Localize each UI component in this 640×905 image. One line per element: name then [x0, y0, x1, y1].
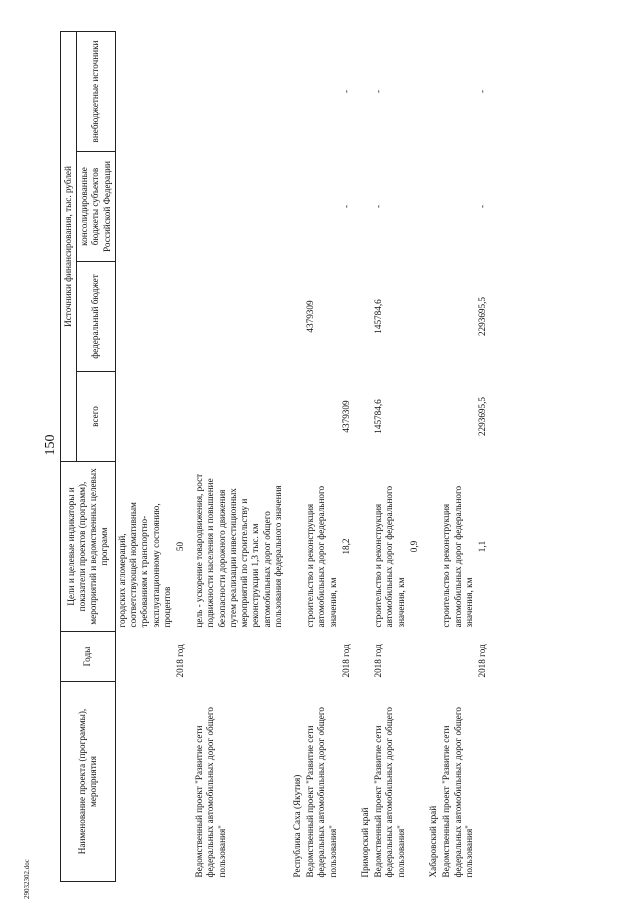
table-row: [115, 31, 174, 881]
header-goals: Цели и целевые индикаторы и показатели проектов (программ), мероприятий и ведомственных целевых программ: [61, 462, 116, 632]
goal-text: городских агломераций, соответствующей нормативным требованиям к транспортно-эксплуатационному состоянию, процентов: [116, 502, 172, 628]
indicator-value: 18,2: [340, 538, 351, 555]
table-row: [340, 31, 353, 881]
header-name: Наименование проекта (программы), мероприятия: [61, 682, 116, 882]
table-row: [476, 31, 489, 881]
indicator-value: 1,1: [477, 540, 487, 553]
federal-cell: 145784,6: [373, 299, 384, 334]
year-cell: 2018 год: [340, 644, 351, 678]
header-regional: консолидированные бюджеты субъектов Российской Федерации: [77, 152, 116, 262]
federal-cell: 4379309: [305, 300, 316, 333]
table-row: [440, 31, 476, 881]
header-sources: Источники финансирования, тыс. рублей: [61, 31, 77, 461]
region-goal: строительство и реконструкция автомобильных дорог федерального значения, км: [441, 485, 474, 628]
extrabudget-cell: -: [340, 89, 351, 94]
project-goal: цель - ускорение товародвижения, рост подвижности населения и повышение безопасности дорожного движения путем реализации инвестиционных мероприятий по строительству и реконструкции 1,3 тыс. км автомобильных дорог общего пользования федерального значения: [194, 473, 283, 628]
table-row: [408, 31, 421, 881]
financing-table: [60, 31, 489, 882]
table-row: [174, 31, 187, 881]
header-total: всего: [77, 372, 116, 462]
project-name: Ведомственный проект "Развитие сети федеральных автомобильных дорог общего пользования": [194, 707, 227, 878]
region-name: Приморский край: [360, 807, 371, 878]
extrabudget-cell: -: [477, 89, 487, 94]
indicator-value: 0,9: [408, 540, 419, 553]
year-cell: 2018 год: [174, 644, 185, 678]
region-name: Республика Саха (Якутия): [291, 774, 302, 878]
regional-cell: -: [373, 204, 384, 209]
year-cell: 2018 год: [373, 644, 384, 678]
page-number: 150: [43, 434, 58, 456]
table-row: [304, 31, 340, 881]
table-row: [427, 31, 440, 881]
extrabudget-cell: -: [373, 89, 384, 94]
table-row: [291, 31, 304, 881]
header-years: Годы: [61, 632, 116, 682]
year-cell: 2018 год: [477, 644, 487, 678]
regional-cell: -: [477, 204, 487, 209]
region-name: Хабаровский край: [428, 805, 439, 878]
document-code: 29032302.doc: [23, 859, 31, 899]
total-cell: 2293695,5: [477, 396, 487, 437]
total-cell: 4379309: [340, 400, 351, 433]
region-goal: строительство и реконструкция автомобильных дорог федерального значения, км: [373, 485, 406, 628]
region-goal: строительство и реконструкция автомобильных дорог федерального значения, км: [305, 485, 338, 628]
regional-cell: -: [340, 204, 351, 209]
federal-cell: 2293695,5: [477, 296, 487, 337]
total-cell: 145784,6: [373, 399, 384, 434]
rotated-table-container: [60, 32, 630, 882]
region-project-name: Ведомственный проект "Развитие сети федеральных автомобильных дорог общего пользования": [441, 707, 474, 878]
indicator-value: 50: [174, 541, 185, 552]
table-row: [372, 31, 408, 881]
table-row: [193, 31, 285, 881]
region-project-name: Ведомственный проект "Развитие сети федеральных автомобильных дорог общего пользования": [305, 707, 338, 878]
header-extrabudget: внебюджетные источники: [77, 31, 116, 151]
region-project-name: Ведомственный проект "Развитие сети федеральных автомобильных дорог общего пользования": [373, 707, 406, 878]
header-federal: федеральный бюджет: [77, 262, 116, 372]
table-row: [359, 31, 372, 881]
